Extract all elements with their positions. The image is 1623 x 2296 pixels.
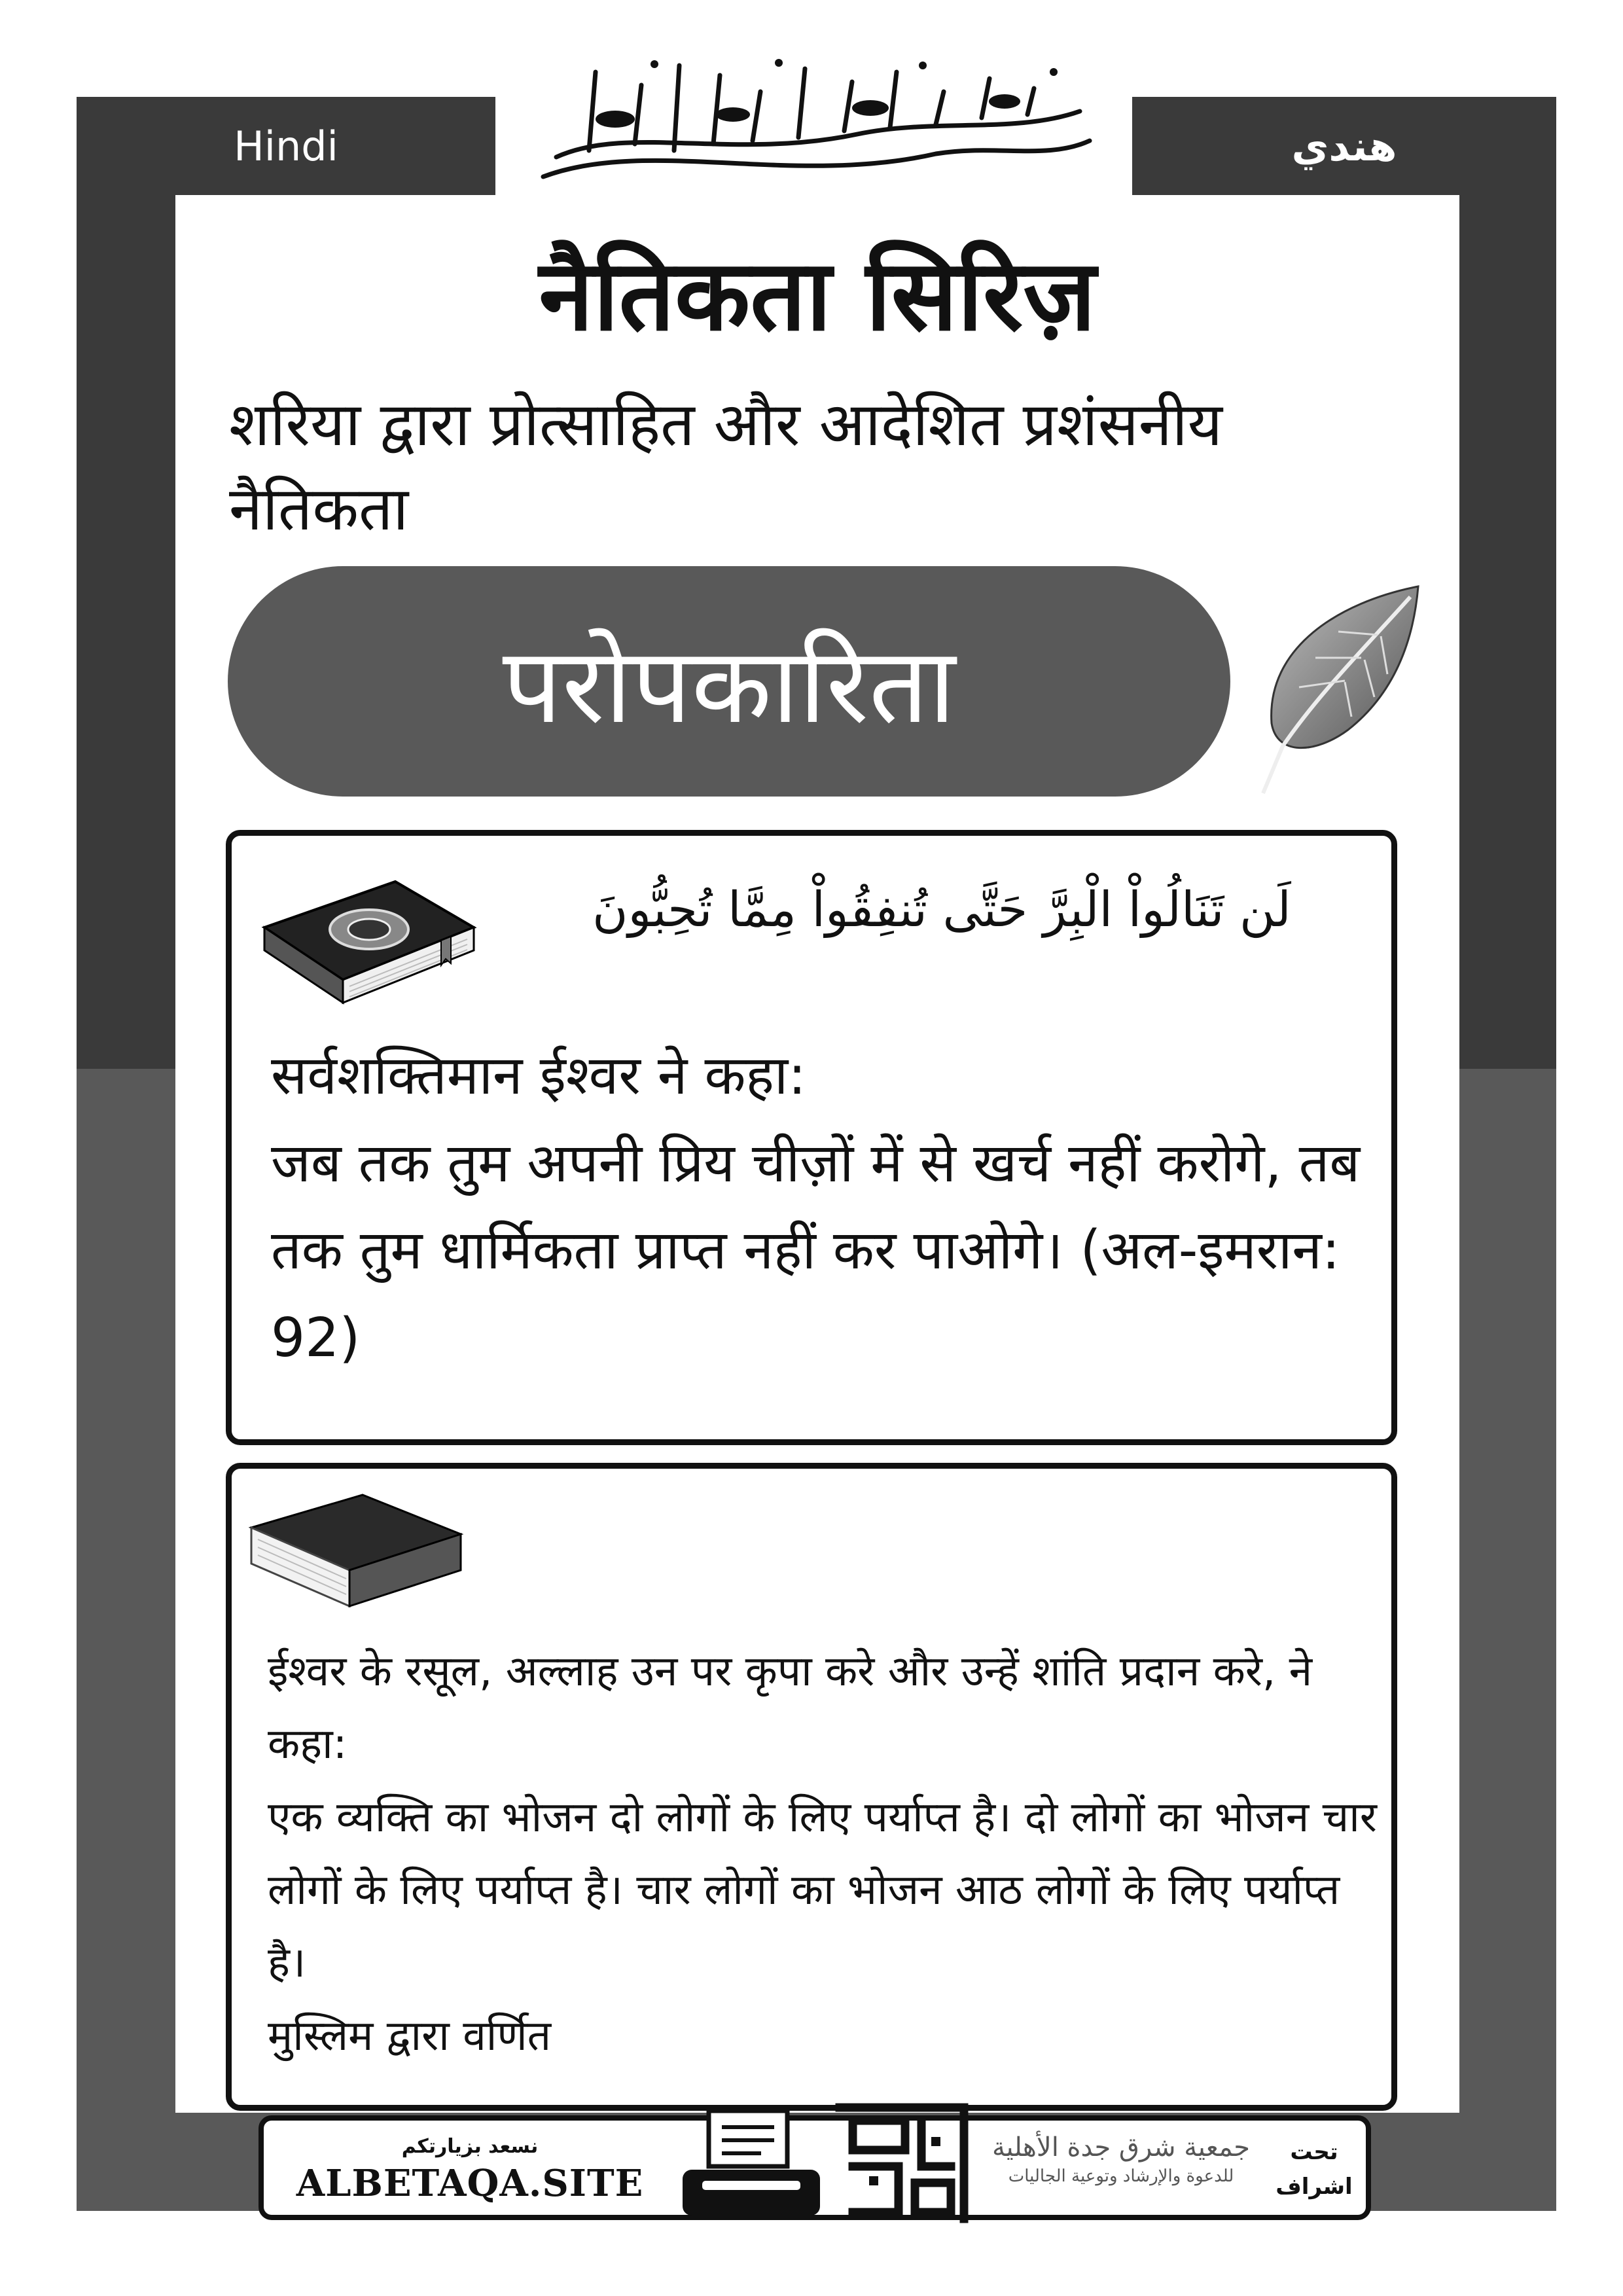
supervision-word-2: اشراف bbox=[1275, 2173, 1353, 2200]
hadith-source: मुस्लिम द्वारा वर्णित bbox=[268, 2011, 552, 2060]
hadith-text: एक व्यक्ति का भोजन दो लोगों के लिए पर्याप्त है। दो लोगों का भोजन चार लोगों के लिए पर्याप्त है। चार लोगों का भोजन आठ लोगों के लिए पर्याप्त है। bbox=[268, 1793, 1377, 1988]
quran-verse-card bbox=[226, 830, 1397, 1445]
dawa-logo bbox=[833, 2101, 971, 2225]
hadith-intro: ईश्वर के रसूल, अल्लाह उन पर कृपा करे और उन्हें शांति प्रदान करे, ने कहा: bbox=[268, 1647, 1313, 1769]
language-label-arabic: هندي bbox=[1132, 97, 1556, 195]
organization-title: جمعية شرق جدة الأهلية bbox=[992, 2132, 1250, 2162]
supervision-label bbox=[1265, 2135, 1363, 2204]
welcome-text: نسعد بزيارتكم bbox=[401, 2135, 539, 2158]
verse-text: जब तक तुम अपनी प्रिय चीज़ों में से खर्च नहीं करोगे, तब तक तुम धार्मिकता प्राप्त नहीं कर पाओगे। (अल-इमरान: 92) bbox=[271, 1132, 1361, 1369]
quran-book-icon bbox=[251, 855, 487, 1006]
site-block bbox=[264, 2121, 676, 2215]
series-subtitle: शरिया द्वारा प्रोत्साहित और आदेशित प्रशंसनीय नैतिकता bbox=[229, 389, 1223, 544]
book-icon bbox=[248, 1482, 464, 1619]
topic-title: परोपकारिता bbox=[502, 624, 956, 747]
topic-banner bbox=[228, 566, 1230, 797]
language-label-english: Hindi bbox=[77, 97, 495, 195]
footer-bar bbox=[259, 2115, 1371, 2220]
organization-description: للدعوة والإرشاد وتوعية الجاليات bbox=[1008, 2166, 1234, 2186]
site-link[interactable]: ALBETAQA.SITE bbox=[296, 2162, 644, 2205]
organization-name bbox=[984, 2132, 1258, 2186]
hadith-text-block bbox=[268, 1636, 1380, 2073]
verse-intro: सर्वशक्तिमान ईश्वर ने कहा: bbox=[271, 1045, 806, 1107]
arabic-verse: لَن تَنَالُواْ الْبِرَّ حَتَّى تُنفِقُواْ مِمَّا تُحِبُّونَ bbox=[592, 882, 1291, 938]
leaf-icon bbox=[1247, 583, 1423, 798]
supervision-word-1: تحت bbox=[1290, 2139, 1338, 2165]
verse-translation bbox=[271, 1032, 1377, 1382]
series-title: नैतिकता सिरिज़ bbox=[539, 239, 1096, 353]
basmala-calligraphy bbox=[517, 46, 1106, 196]
printer-icon bbox=[679, 2108, 823, 2219]
hadith-card bbox=[226, 1463, 1397, 2111]
